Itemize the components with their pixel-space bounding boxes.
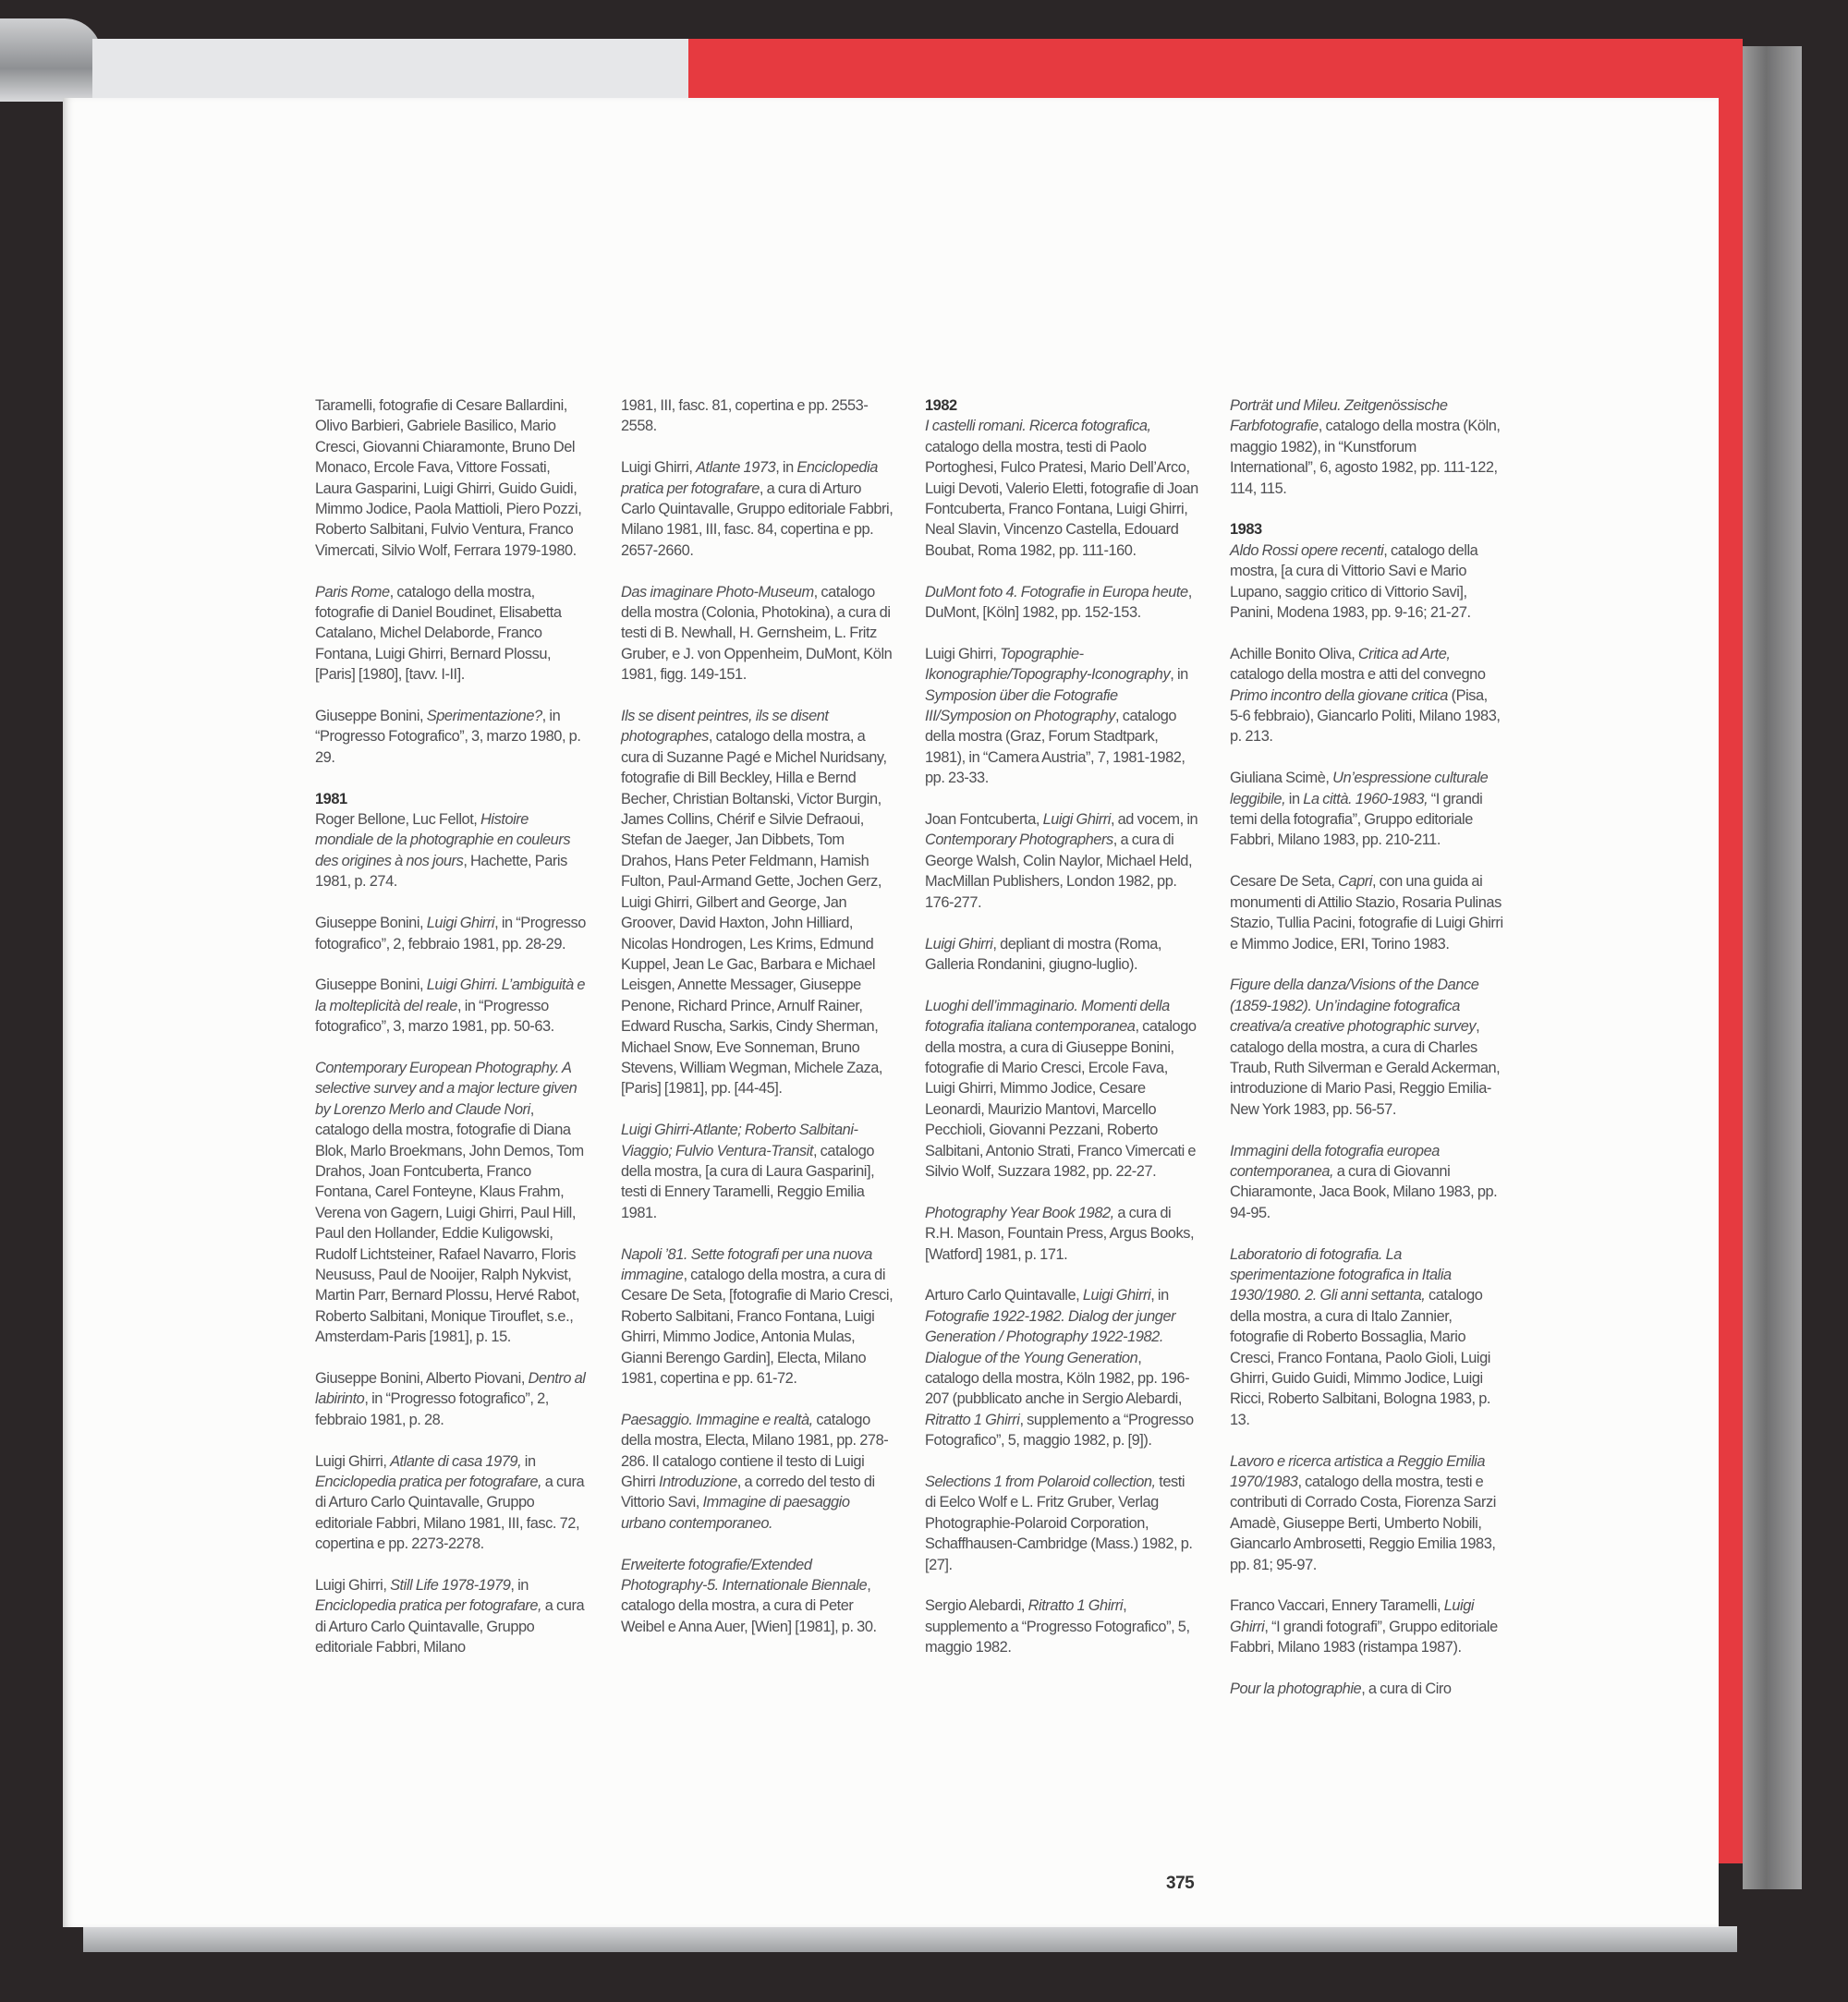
bibliography-entry [621,1555,894,1638]
bibliography-entry [925,644,1198,789]
entry-text: Giuseppe Bonini, [315,708,427,725]
book-bottom-edge [83,1926,1737,1952]
bibliography-entry [621,457,894,561]
bibliography-entry [1230,871,1503,954]
entry-text: , Hachette, Paris 1981, p. 274. [315,852,567,891]
bibliography-entry [1230,540,1503,624]
entry-title-italic: La città. 1960-1983, [1303,790,1429,807]
entry-title-italic: Aldo Rossi opere recenti [1230,541,1384,559]
entry-text: , in “Progresso fotografico”, 2, febbraio 1981, p. 28. [315,1390,549,1428]
bibliography-entry [621,395,894,437]
entry-title-italic: Photography Year Book 1982, [925,1204,1114,1221]
entry-text: , catalogo della mostra (Colonia, Photokina), a cura di testi di B. Newhall, H. Gernsheim, L. Fritz Gruber, e J. von Oppenheim, DuMont, Köln 1981, figg. 149-151. [621,583,893,684]
entry-text: , in “Progresso Fotografico”, 3, marzo 1980, p. 29. [315,708,581,766]
entry-text: catalogo della mostra e atti del convegno [1230,666,1486,684]
entry-title-italic: Paesaggio. Immagine e realtà, [621,1411,813,1428]
entry-title-italic: Topographie-Ikonographie/Topography-Iconography [925,645,1171,684]
entry-text: , catalogo della mostra, a cura di Giuseppe Bonini, fotografie di Mario Cresci, Ercole Fava, Luigi Ghirri, Mimmo Jodice, Cesare Leonardi, Maurizio Mantovi, Marcello Pecchioli, Giovanni Pezzani, Roberto Salbitani, Antonio Strati, Franco Vimercati e Silvio Wolf, Suzzara 1982, pp. 22-27. [925,1018,1197,1180]
entry-text: , a cura di George Walsh, Colin Naylor, Michael Held, MacMillan Publishers, London 1982, pp. 176-277. [925,831,1193,911]
entry-title-italic: Sperimentazione? [426,708,542,725]
entry-text: Luigi Ghirri, [925,645,1001,662]
entry-text: catalogo della mostra, a cura di Italo Zannier, fotografie di Roberto Bossaglia, Mario Cresci, Franco Fontana, Paolo Gioli, Luigi Ghirri, Guido Guidi, Mimmo Jodice, Luigi Ricci, Roberto Salbitani, Bologna 1983, p. 13. [1230,1287,1491,1428]
bibliography-entry [315,1451,589,1555]
bibliography-entry [621,1244,894,1389]
bibliography-entry [315,913,589,954]
entry-title-italic: Ils se disent peintres, ils se disent photographes [621,708,829,746]
entry-text: , in “Progresso fotografico”, 3, marzo 1981, pp. 50-63. [315,997,554,1036]
entry-title-italic: Immagine di paesaggio urbano contemporaneo. [621,1494,850,1532]
entry-title-italic: Luigi Ghirri-Atlante; Roberto Salbitani-Viaggio; Fulvio Ventura-Transit [621,1122,858,1159]
entry-title-italic: Luigi Ghirri [1082,1287,1151,1304]
entry-title-italic: Atlante di casa 1979, [390,1452,522,1470]
bibliography-entry [925,809,1198,913]
bibliography-column-1 [315,395,589,1679]
entry-title-italic: Still Life 1978-1979 [390,1577,511,1595]
entry-text: , depliant di mostra (Roma, Galleria Rondanini, giugno-luglio). [925,935,1161,973]
entry-text: in [521,1452,536,1470]
entry-text: Cesare De Seta, [1230,873,1339,891]
entry-title-italic: Introduzione [658,1474,737,1491]
bibliography-entry [925,582,1198,624]
entry-text: , in “Progresso fotografico”, 2, febbraio 1981, pp. 28-29. [315,915,586,952]
entry-text: 1981, III, fasc. 81, copertina e pp. 2553-2558. [621,397,869,435]
year-heading: 1983 [1230,521,1262,539]
book-spine-edge [1743,46,1802,1889]
entry-text: Taramelli, fotografie di Cesare Ballardini, Olivo Barbieri, Gabriele Basilico, Mario Cresci, Giovanni Chiaramonte, Bruno Del Monaco, Ercole Fava, Vittore Fossati, Laura Gasparini, Luigi Ghirri, Guido Guidi, Mimmo Jodice, Paola Mattioli, Piero Pozzi, Roberto Salbitani, Fulvio Ventura, Franco Vimercati, Silvio Wolf, Ferrara 1979-1980. [315,397,582,559]
entry-title-italic: Immagini della fotografia europea contemporanea, [1230,1142,1440,1180]
entry-text: , DuMont, [Köln] 1982, pp. 152-153. [925,583,1192,622]
entry-text: , ad vocem, in [1110,811,1198,829]
entry-text: , supplemento a “Progresso Fotografico”, 5, maggio 1982. [925,1597,1190,1656]
entry-text: , a cura di Ciro [1361,1680,1452,1698]
entry-text: a cura di R.H. Mason, Fountain Press, Argus Books, [Watford] 1981, p. 171. [925,1204,1195,1263]
entry-title-italic: Enciclopedia pratica per fotografare, [315,1597,542,1615]
entry-text: Roger Bellone, Luc Fellot, [315,811,481,829]
entry-text: catalogo della mostra, testi di Paolo Portoghesi, Fulco Pratesi, Mario Dell’Arco, Luigi Devoti, Valerio Eletti, fotografie di Joan Fontcuberta, Franco Fontana, Luigi Ghirri, Neal Slavin, Vincenzo Castella, Edouard Boubat, Roma 1982, pp. 111-160. [925,438,1198,559]
entry-text: , catalogo della mostra, [a cura di Laura Gasparini], testi di Ennery Taramelli, Reggio Emilia 1981. [621,1142,875,1221]
entry-text: , a cura di Arturo Carlo Quintavalle, Gruppo editoriale Fabbri, Milano 1981, III, fasc. 84, copertina e pp. 2657-2660. [621,479,894,559]
year-heading: 1982 [925,397,957,414]
entry-text: Joan Fontcuberta, [925,811,1043,829]
entry-title-italic: Luoghi dell’immaginario. Momenti della fotografia italiana contemporanea [925,997,1170,1036]
entry-title-italic: Laboratorio di fotografia. La sperimentazione fotografica in Italia 1930/1980. 2. Gli anni settanta, [1230,1245,1452,1304]
bibliography-entry [1230,1141,1503,1224]
entry-text: , “I grandi fotografi”, Gruppo editoriale Fabbri, Milano 1983 (ristampa 1987). [1230,1618,1498,1656]
entry-text: Giuseppe Bonini, [315,977,427,994]
entry-text: Giuliana Scimè, [1230,770,1333,787]
entry-title-italic: Luigi Ghirri [1230,1597,1475,1635]
entry-text: Sergio Alebardi, [925,1597,1028,1615]
page-number: 375 [1166,1874,1195,1893]
entry-text: Giuseppe Bonini, [315,915,427,932]
entry-title-italic: Enciclopedia pratica per fotografare [621,459,878,497]
bibliography-entry [1230,1244,1503,1431]
entry-title-italic: DuMont foto 4. Fotografie in Europa heute [925,583,1188,601]
entry-text: catalogo della mostra, Electa, Milano 1981, pp. 278-286. Il catalogo contiene il testo di Luigi Ghirri [621,1411,889,1491]
entry-title-italic: Atlante 1973 [696,459,776,477]
entry-title-italic: Luigi Ghirri [1042,811,1111,829]
bibliography-entry [1230,644,1503,747]
entry-title-italic: Napoli ’81. Sette fotografi per una nuova immagine [621,1245,872,1283]
bibliography-entry [925,1285,1198,1450]
bibliography-entry [621,582,894,686]
bibliography-entry [621,1410,894,1534]
bibliography-entry [621,706,894,1099]
entry-text: , in [510,1577,529,1595]
entry-text: Franco Vaccari, Ennery Taramelli, [1230,1597,1444,1615]
bibliography-entry [925,1203,1198,1265]
entry-title-italic: Contemporary European Photography. A selective survey and a major lecture given by Lorenzo Merlo and Claude Nori [315,1059,578,1118]
entry-text: , catalogo della mostra, fotografie di Daniel Boudinet, Elisabetta Catalano, Michel Delaborde, Franco Fontana, Luigi Ghirri, Bernard Plossu, [Paris] [1980], [tavv. I-II]. [315,583,562,684]
bibliography-entry [925,1472,1198,1575]
entry-title-italic: Luigi Ghirri [925,935,993,952]
entry-text: , in [1150,1287,1169,1304]
entry-text: Giuseppe Bonini, Alberto Piovani, [315,1369,529,1387]
entry-text: testi di Eelco Wolf e L. Fritz Gruber, Verlag Photographie-Polaroid Corporation, Schaffhausen-Cambridge (Mass.) 1982, p. [27]. [925,1474,1193,1573]
bibliography-entry [315,582,589,686]
entry-text: , in [775,459,797,477]
entry-text: a cura di Arturo Carlo Quintavalle, Gruppo editoriale Fabbri, Milano 1981, III, fasc. 72, copertina e pp. 2273-2278. [315,1474,585,1553]
entry-title-italic: Symposion über die Fotografie III/Symposion on Photography [925,686,1118,725]
entry-text: Luigi Ghirri, [315,1452,391,1470]
entry-text: , catalogo della mostra, testi e contributi di Corrado Costa, Fiorenza Sarzi Amadè, Giuseppe Berti, Umberto Nobili, Giancarlo Ambrosetti, Reggio Emilia 1983, pp. 81; 95-97. [1230,1474,1496,1573]
year-heading: 1981 [315,790,347,807]
book-cover-edge [92,39,688,102]
entry-title-italic: Das imaginare Photo-Museum [621,583,814,601]
entry-text: , catalogo della mostra, a cura di Peter Weibel e Anna Auer, [Wien] [1981], p. 30. [621,1577,877,1635]
entry-text: Achille Bonito Oliva, [1230,645,1358,662]
binder-ring [0,18,102,102]
entry-text: , catalogo della mostra (Köln, maggio 1982), in “Kunstforum International”, 6, agosto 1982, pp. 111-122, 114, 115. [1230,418,1501,497]
entry-text: , con una guida ai monumenti di Attilio Stazio, Rosaria Pulinas Stazio, Tullia Pacini, fotografie di Luigi Ghirri e Mimmo Jodice, ERI, Torino 1983. [1230,873,1503,952]
entry-title-italic: Ritratto 1 Ghirri [925,1411,1020,1428]
bibliography-entry [315,809,589,892]
bibliography-column-4 [1230,395,1503,1720]
entry-text: , catalogo della mostra, [a cura di Vittorio Savi e Mario Lupano, saggio critico di Vittorio Savi], Panini, Modena 1983, pp. 9-16; 21-27. [1230,541,1478,622]
entry-text: a cura di Giovanni Chiaramonte, Jaca Book, Milano 1983, pp. 94-95. [1230,1162,1498,1221]
entry-text: , catalogo della mostra (Graz, Forum Stadtpark, 1981), in “Camera Austria”, 7, 1981-1982, pp. 23-33. [925,708,1185,787]
bibliography-entry [925,416,1198,561]
entry-text: , catalogo della mostra, a cura di Cesare De Seta, [fotografie di Mario Cresci, Roberto Salbitani, Franco Fontana, Luigi Ghirri, Mimmo Jodice, Antonia Mulas, Gianni Berengo Gardin], Electa, Milano 1981, copertina e pp. 61-72. [621,1266,894,1388]
entry-title-italic: Fotografie 1922-1982. Dialog der junger Generation / Photography 1922-1982. Dialogue of the Young Generation [925,1307,1176,1366]
entry-title-italic: Selections 1 from Polaroid collection, [925,1474,1156,1490]
entry-text: “I grandi temi della fotografia”, Gruppo editoriale Fabbri, Milano 1983, pp. 210-211. [1230,790,1483,849]
bibliography-entry [1230,975,1503,1120]
entry-text: Luigi Ghirri, [621,459,697,477]
bibliography-entry [315,706,589,768]
bibliography-entry [315,1058,589,1348]
entry-title-italic: Pour la photographie [1230,1680,1362,1698]
entry-title-italic: Primo incontro della giovane critica [1230,686,1448,704]
entry-text: Arturo Carlo Quintavalle, [925,1287,1083,1304]
bibliography-entry [925,996,1198,1183]
entry-title-italic: Porträt und Mileu. Zeitgenössische Farbfotografie [1230,397,1448,435]
bibliography-entry [315,395,589,561]
entry-title-italic: Dentro al labirinto [315,1369,586,1408]
bibliography-column-3 [925,395,1198,1679]
entry-text: , in [1170,666,1188,684]
entry-title-italic: I castelli romani. Ricerca fotografica, [925,418,1151,435]
entry-text: , catalogo della mostra, fotografie di Diana Blok, Marlo Broekmans, John Demos, Tom Drahos, Joan Fontcuberta, Franco Fontana, Carel Fonteyne, Klaus Frahm, Verena von Gagern, Luigi Ghirri, Paul Hill, Paul den Hollander, Eddie Kuligowski, Rudolf Lichtsteiner, Rafael Navarro, Floris Neususs, Paul de Nooijer, Ralph Nykvist, Martin Parr, Bernard Plossu, Hervé Rabot, Roberto Salbitani, Monique Tirouflet, s.e., Amsterdam-Paris [1981], p. 15. [315,1100,584,1346]
entry-title-italic: Lavoro e ricerca artistica a Reggio Emilia 1970/1983 [1230,1452,1485,1490]
entry-title-italic: Histoire mondiale de la photographie en couleurs des origines à nos jours [315,811,571,869]
bibliography-entry [1230,395,1503,499]
entry-text: , catalogo della mostra, Köln 1982, pp. 196-207 (pubblicato anche in Sergio Alebardi, [925,1349,1190,1408]
entry-title-italic: Erweiterte fotografie/Extended Photography-5. Internationale Biennale [621,1556,868,1595]
entry-title-italic: Figure della danza/Visions of the Dance (1859-1982). Un’indagine fotografica creativa/a creative photographic survey [1230,977,1479,1036]
bibliography-entry [925,1596,1198,1657]
entry-title-italic: Luigi Ghirri. L’ambiguità e la molteplicità del reale [315,977,586,1014]
bibliography-entry [1230,1596,1503,1657]
bibliography-entry [1230,1679,1503,1699]
bibliography-entry [621,1120,894,1223]
book-cover-red-edge [1719,39,1743,1863]
entry-title-italic: Paris Rome [315,583,390,601]
entry-title-italic: Ritratto 1 Ghirri [1027,1597,1124,1615]
entry-text: , catalogo della mostra, a cura di Charles Traub, Ruth Silverman e Gerald Ackerman, introduzione di Mario Pasi, Reggio Emilia-New York 1983, pp. 56-57. [1230,1018,1501,1118]
bibliography-column-2 [621,395,894,1658]
entry-title-italic: Enciclopedia pratica per fotografare, [315,1474,542,1490]
bibliography-entry [315,1368,589,1430]
bibliography-entry [925,934,1198,976]
entry-text: Luigi Ghirri, [315,1577,391,1595]
entry-text: , catalogo della mostra, a cura di Suzanne Pagé e Michel Nuridsany, fotografie di Bill Beckley, Hilla e Bernd Becher, Christian Boltanski, Victor Burgin, James Collins, Chérif e Silvie Defraoui, Stefan de Jaeger, Jan Dibbets, Tom Drahos, Hans Peter Feldmann, Hamish Fulton, Paul-Armand Gette, Jochen Gerz, Luigi Ghirri, Gilbert and George, Jan Groover, David Haxton, John Hilliard, Nicolas Hondrogen, Les Krims, Edmund Kuppel, Jean Le Gac, Barbara e Michael Leisgen, Annette Messager, Giuseppe Penone, Richard Prince, Arnulf Rainer, Edward Ruscha, Sarkis, Cindy Sherman, Michael Snow, Eve Sonneman, Bruno Stevens, William Wegman, Michele Zaza, [Paris] [1981], pp. [44-45]. [621,728,887,1098]
entry-text: a cura di Arturo Carlo Quintavalle, Gruppo editoriale Fabbri, Milano [315,1597,585,1656]
entry-title-italic: Critica ad Arte, [1357,645,1451,662]
entry-text: (Pisa, 5-6 febbraio), Giancarlo Politi, Milano 1983, p. 213. [1230,686,1501,746]
bibliography-entry [1230,768,1503,851]
entry-text: , a corredo del testo di Vittorio Savi, [621,1474,875,1511]
entry-title-italic: Luigi Ghirri [426,915,495,932]
bibliography-entry [315,975,589,1037]
book-cover-red-band [688,39,1742,100]
entry-title-italic: Contemporary Photographers [925,831,1113,849]
entry-text: in [1285,790,1304,807]
bibliography-entry [315,1575,589,1658]
bibliography-entry [1230,1451,1503,1575]
entry-title-italic: Un’espressione culturale leggibile, [1230,770,1489,807]
entry-title-italic: Capri [1338,873,1372,891]
entry-text: , supplemento a “Progresso Fotografico”, 5, maggio 1982, p. [9]). [925,1411,1194,1450]
